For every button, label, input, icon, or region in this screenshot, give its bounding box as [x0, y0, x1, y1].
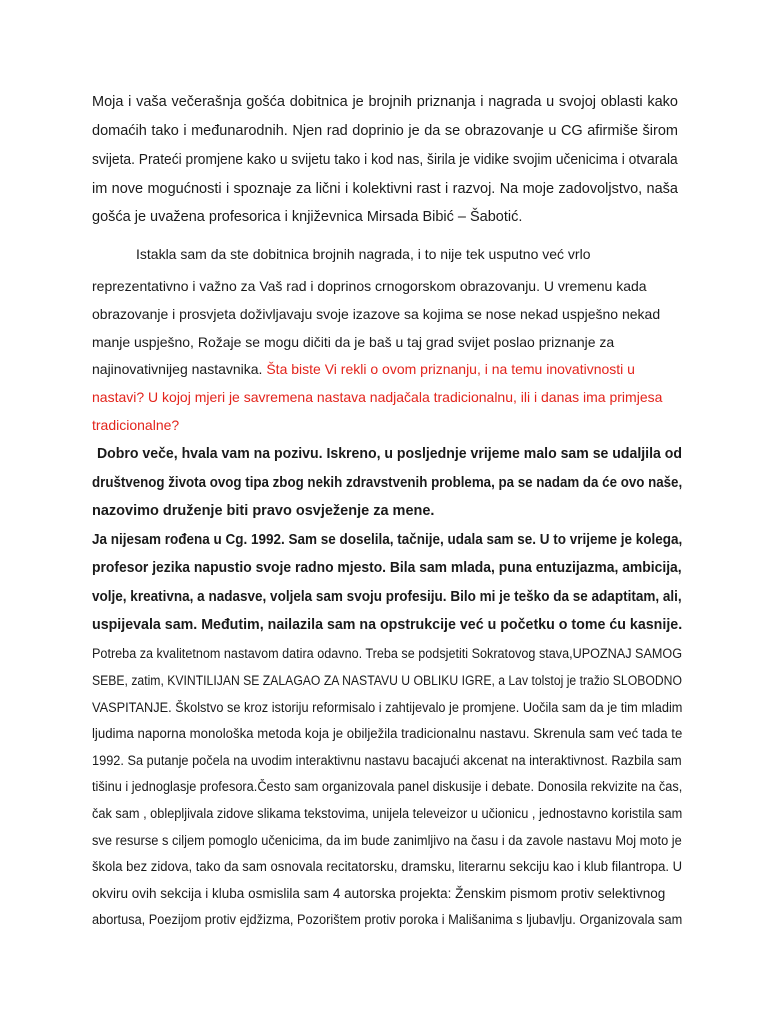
paragraph1-line-3: svijeta. Prateći promjene kako u svijetu tako i kod nas, širila je vidike svojim učenicima i otvarala — [92, 152, 678, 168]
answer-line-1: Dobro veče, hvala vam na pozivu. Iskreno, u posljednje vrijeme malo sam se udaljila od — [97, 446, 682, 462]
paragraph2-line-3: obrazovanje i prosvjeta doživljavaju svoje izazove sa kojima se nose nekad uspješno nekad — [92, 306, 661, 322]
paragraph4-line-4: ljudima naporna monološka metoda koja je obilježila tradicionalnu nastavu. Skrenula sam već tada te — [92, 726, 683, 741]
paragraph2-line-2: reprezentativno i važno za Vaš rad i doprinos crnogorskom obrazovanju. U vremenu kada — [92, 278, 647, 294]
paragraph1-line-2: domaćih tako i međunarodnih. Njen rad doprinio je da se obrazovanje u CG afirmiše širom — [92, 123, 678, 139]
paragraph2-last-text: najinovativnijeg nastavnika. — [92, 361, 267, 377]
paragraph4-line-6: tišinu i jednoglasje profesora.Često sam organizovala panel diskusije i debate. Donosila rekvizite na čas, — [92, 779, 683, 794]
question-line-1: nastavi? U kojoj mjeri je savremena nastava nadjačala tradicionalnu, ili i danas ima primjesa — [92, 389, 663, 405]
paragraph4-line-3: VASPITANJE. Školstvo se kroz istoriju reformisalo i zahtijevalo je promjene. Uočila sam da je tim mladim — [92, 700, 683, 715]
answer-line-6: volje, kreativna, a nadasve, voljela sam svoju profesiju. Bilo mi je teško da se adaptitam, ali, — [92, 589, 682, 605]
paragraph4-line-9: škola bez zidova, tako da sam osnovala recitatorsku, dramsku, literarnu sekciju kao i klub filantropa. U — [92, 859, 683, 874]
question-start: Šta biste Vi rekli o ovom priznanju, i na temu inovativnosti u — [266, 361, 635, 377]
paragraph2-line-1: Istakla sam da ste dobitnica brojnih nagrada, i to nije tek usputno već vrlo — [136, 246, 591, 262]
paragraph1-line-4: im nove mogućnosti i spoznaje za lični i kolektivni rast i razvoj. Na moje zadovoljstvo, naša — [92, 181, 678, 197]
answer-line-7: uspijevala sam. Međutim, nailazila sam na opstrukcije već u početku o tome ću kasnije. — [92, 617, 683, 633]
paragraph1-line-1: Moja i vaša večerašnja gošća dobitnica je brojnih priznanja i nagrada u svojoj oblasti kako — [92, 94, 678, 110]
answer-line-4: Ja nijesam rođena u Cg. 1992. Sam se doselila, tačnije, udala sam se. U to vrijeme je kolega, — [92, 532, 683, 548]
paragraph1-line-5: gošća je uvažena profesorica i književnica Mirsada Bibić – Šabotić. — [92, 209, 523, 225]
paragraph4-line-1: Potreba za kvalitetnom nastavom datira odavno. Treba se podsjetiti Sokratovog stava,UPOZNAJ SAMOG — [92, 646, 683, 661]
paragraph2-line-5 — [92, 360, 635, 378]
paragraph4-line-7: čak sam , oblepljivala zidove slikama tekstovima, unijela televeizor u učionicu , jednostavno koristila sam — [92, 806, 683, 821]
paragraph4-line-2: SEBE, zatim, KVINTILIJAN SE ZALAGAO ZA NASTAVU U OBLIKU IGRE, a Lav tolstoj je tražio SLOBODNO — [92, 673, 682, 688]
answer-line-5: profesor jezika napustio svoje radno mjesto. Bila sam mlada, puna entuzijazma, ambicija, — [92, 560, 682, 576]
paragraph4-line-10: okviru ovih sekcija i kluba osmislila sam 4 autorska projekta: Ženskim pismom protiv selektivnog — [92, 886, 666, 901]
paragraph4-line-5: 1992. Sa putanje počela na uvodim interaktivnu nastavu bacajući akcenat na interaktivnost. Razbila sam — [92, 753, 682, 768]
paragraph4-line-11: abortusa, Poezijom protiv ejdžizma, Pozorištem protiv poroka i Mališanima s ljubavlju. Organizovala sam — [92, 912, 683, 927]
answer-line-3: nazovimo druženje biti pravo osvježenje za mene. — [92, 503, 435, 519]
question-line-2: tradicionalne? — [92, 417, 180, 433]
paragraph2-line-4: manje uspješno, Rožaje se mogu dičiti da je baš u taj grad svijet poslao priznanje za — [92, 334, 615, 350]
paragraph4-line-8: sve resurse s ciljem pomoglo učenicima, da im bude zanimljivo na času i da zavole nastavu Moj moto je — [92, 833, 682, 848]
answer-line-2: društvenog života ovog tipa zbog nekih zdravstvenih problema, pa se nadam da će ovo naše, — [92, 475, 683, 491]
